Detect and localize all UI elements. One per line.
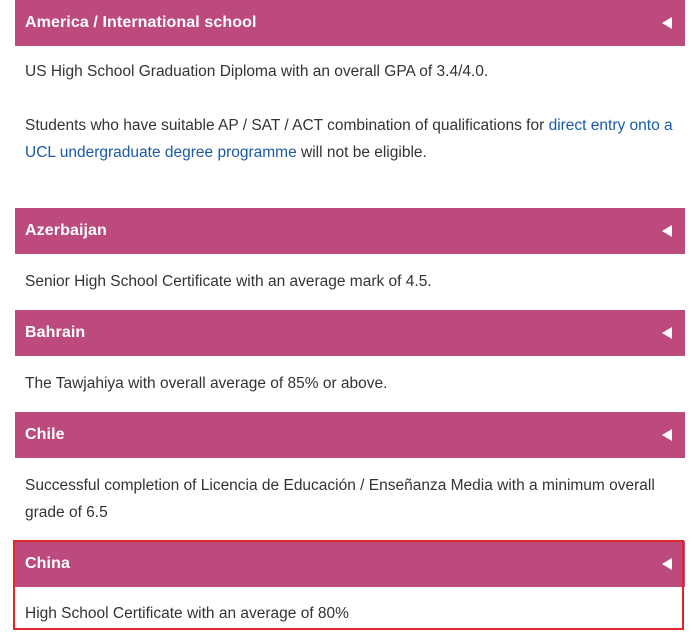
accordion-title: America / International school xyxy=(25,14,257,31)
triangle-left-icon[interactable] xyxy=(662,327,672,339)
accordion-text: Senior High School Certificate with an average mark of 4.5. xyxy=(25,273,432,290)
accordion-header-america[interactable] xyxy=(15,0,685,46)
text-segment: will not be eligible. xyxy=(301,144,427,161)
triangle-left-icon[interactable] xyxy=(662,429,672,441)
accordion-title: Azerbaijan xyxy=(25,222,107,239)
accordion-title: Chile xyxy=(25,426,65,443)
accordion-title: China xyxy=(25,555,70,572)
accordion-text: Successful completion of Licencia de Educación / Enseñanza Media with a minimum overall grade of 6.5 xyxy=(25,477,655,521)
accordion-text: The Tawjahiya with overall average of 85% or above. xyxy=(25,375,388,392)
direct-entry-link[interactable]: direct entry onto a UCL undergraduate degree programme xyxy=(25,117,673,161)
accordion-text xyxy=(15,112,695,166)
accordion-header-china[interactable] xyxy=(15,541,685,587)
accordion-america xyxy=(15,0,685,185)
accordion-china xyxy=(15,541,685,629)
accordion-title: Bahrain xyxy=(25,324,86,341)
accordion-header-azerbaijan[interactable] xyxy=(15,208,685,254)
accordion-header-chile[interactable] xyxy=(15,412,685,458)
triangle-left-icon[interactable] xyxy=(662,225,672,237)
text-segment: Students who have suitable AP / SAT / ACT combination of qualifications for xyxy=(25,117,545,134)
accordion-text: High School Certificate with an average of 80% xyxy=(25,605,349,622)
triangle-left-icon[interactable] xyxy=(662,558,672,570)
accordion-header-bahrain[interactable] xyxy=(15,310,685,356)
triangle-left-icon[interactable] xyxy=(662,17,672,29)
accordion-bahrain xyxy=(15,310,685,400)
accordion-text: US High School Graduation Diploma with an overall GPA of 3.4/4.0. xyxy=(25,63,489,80)
accordion-chile xyxy=(15,412,685,532)
accordion-azerbaijan xyxy=(15,208,685,298)
